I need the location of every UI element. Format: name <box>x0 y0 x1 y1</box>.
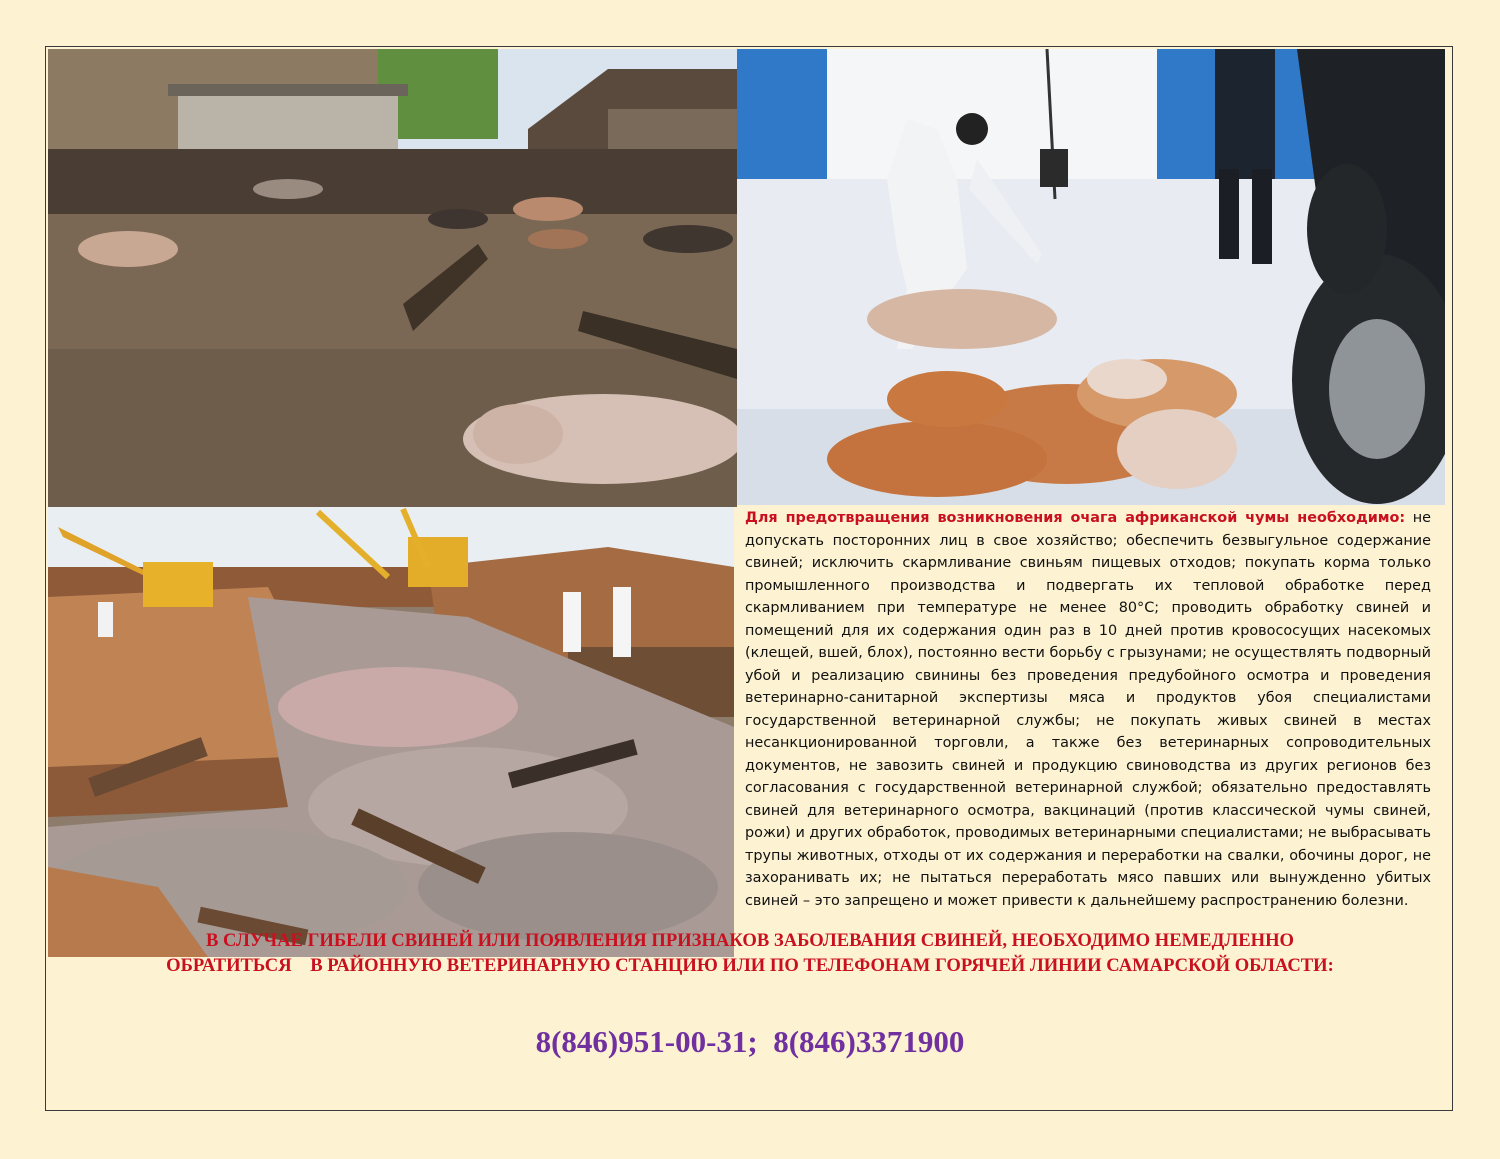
emergency-warning <box>0 928 1500 978</box>
photo-snow-carcasses <box>737 49 1445 505</box>
article-lead: Для предотвращения возникновения очага африканской чумы необходимо: <box>745 510 1406 526</box>
article-body: не допускать посторонних лиц в свое хозяйство; обеспечить безвыгульное содержание свиней; исключить скармливание свиньям пищевых отходов; покупать корма только промышленного производства и подвергать их тепловой обработке перед скармливанием при температуре не менее 80°С; проводить обработку свиней и помещений для их содержания один раз в 10 дней против кровососущих насекомых (клещей, вшей, блох), постоянно вести борьбу с грызунами; не осуществлять подворный убой и реализацию свинины без проведения предубойного осмотра и проведения ветеринарно-санитарной экспертизы мяса и продуктов убоя специалистами государственной ветеринарной службы; не покупать живых свиней в местах несанкционированной торговли, а также без ветеринарных сопроводительных документов, не завозить свиней и продукцию свиноводства из других регионов без согласования с государственной ветеринарной службой; обязательно предоставлять свиней для ветеринарного осмотра, вакцинаций (против классической чумы свиней, рожи) и других обработок, проводимых ветеринарными специалистами; не выбрасывать трупы животных, отходы от их содержания и переработки на свалки, обочины дорог, не захоранивать их; не пытаться переработать мясо павших или вынужденно убитых свиней – это запрещено и может привести к дальнейшему распространению болезни. <box>745 510 1431 909</box>
warning-line-1: В СЛУЧАЕ ГИБЕЛИ СВИНЕЙ ИЛИ ПОЯВЛЕНИЯ ПРИЗНАКОВ ЗАБОЛЕВАНИЯ СВИНЕЙ, НЕОБХОДИМО НЕМЕДЛЕННО <box>205 930 1295 951</box>
hotline-phones: 8(846)951-00-31; 8(846)3371900 <box>535 1024 965 1059</box>
photo-burial-trench <box>48 507 734 957</box>
photo-farm-yard <box>48 49 737 507</box>
warning-line-2: ОБРАТИТЬСЯ В РАЙОННУЮ ВЕТЕРИНАРНУЮ СТАНЦИЮ ИЛИ ПО ТЕЛЕФОНАМ ГОРЯЧЕЙ ЛИНИИ САМАРСКОЙ ОБЛАСТИ: <box>166 955 1334 976</box>
prevention-article <box>745 507 1431 912</box>
